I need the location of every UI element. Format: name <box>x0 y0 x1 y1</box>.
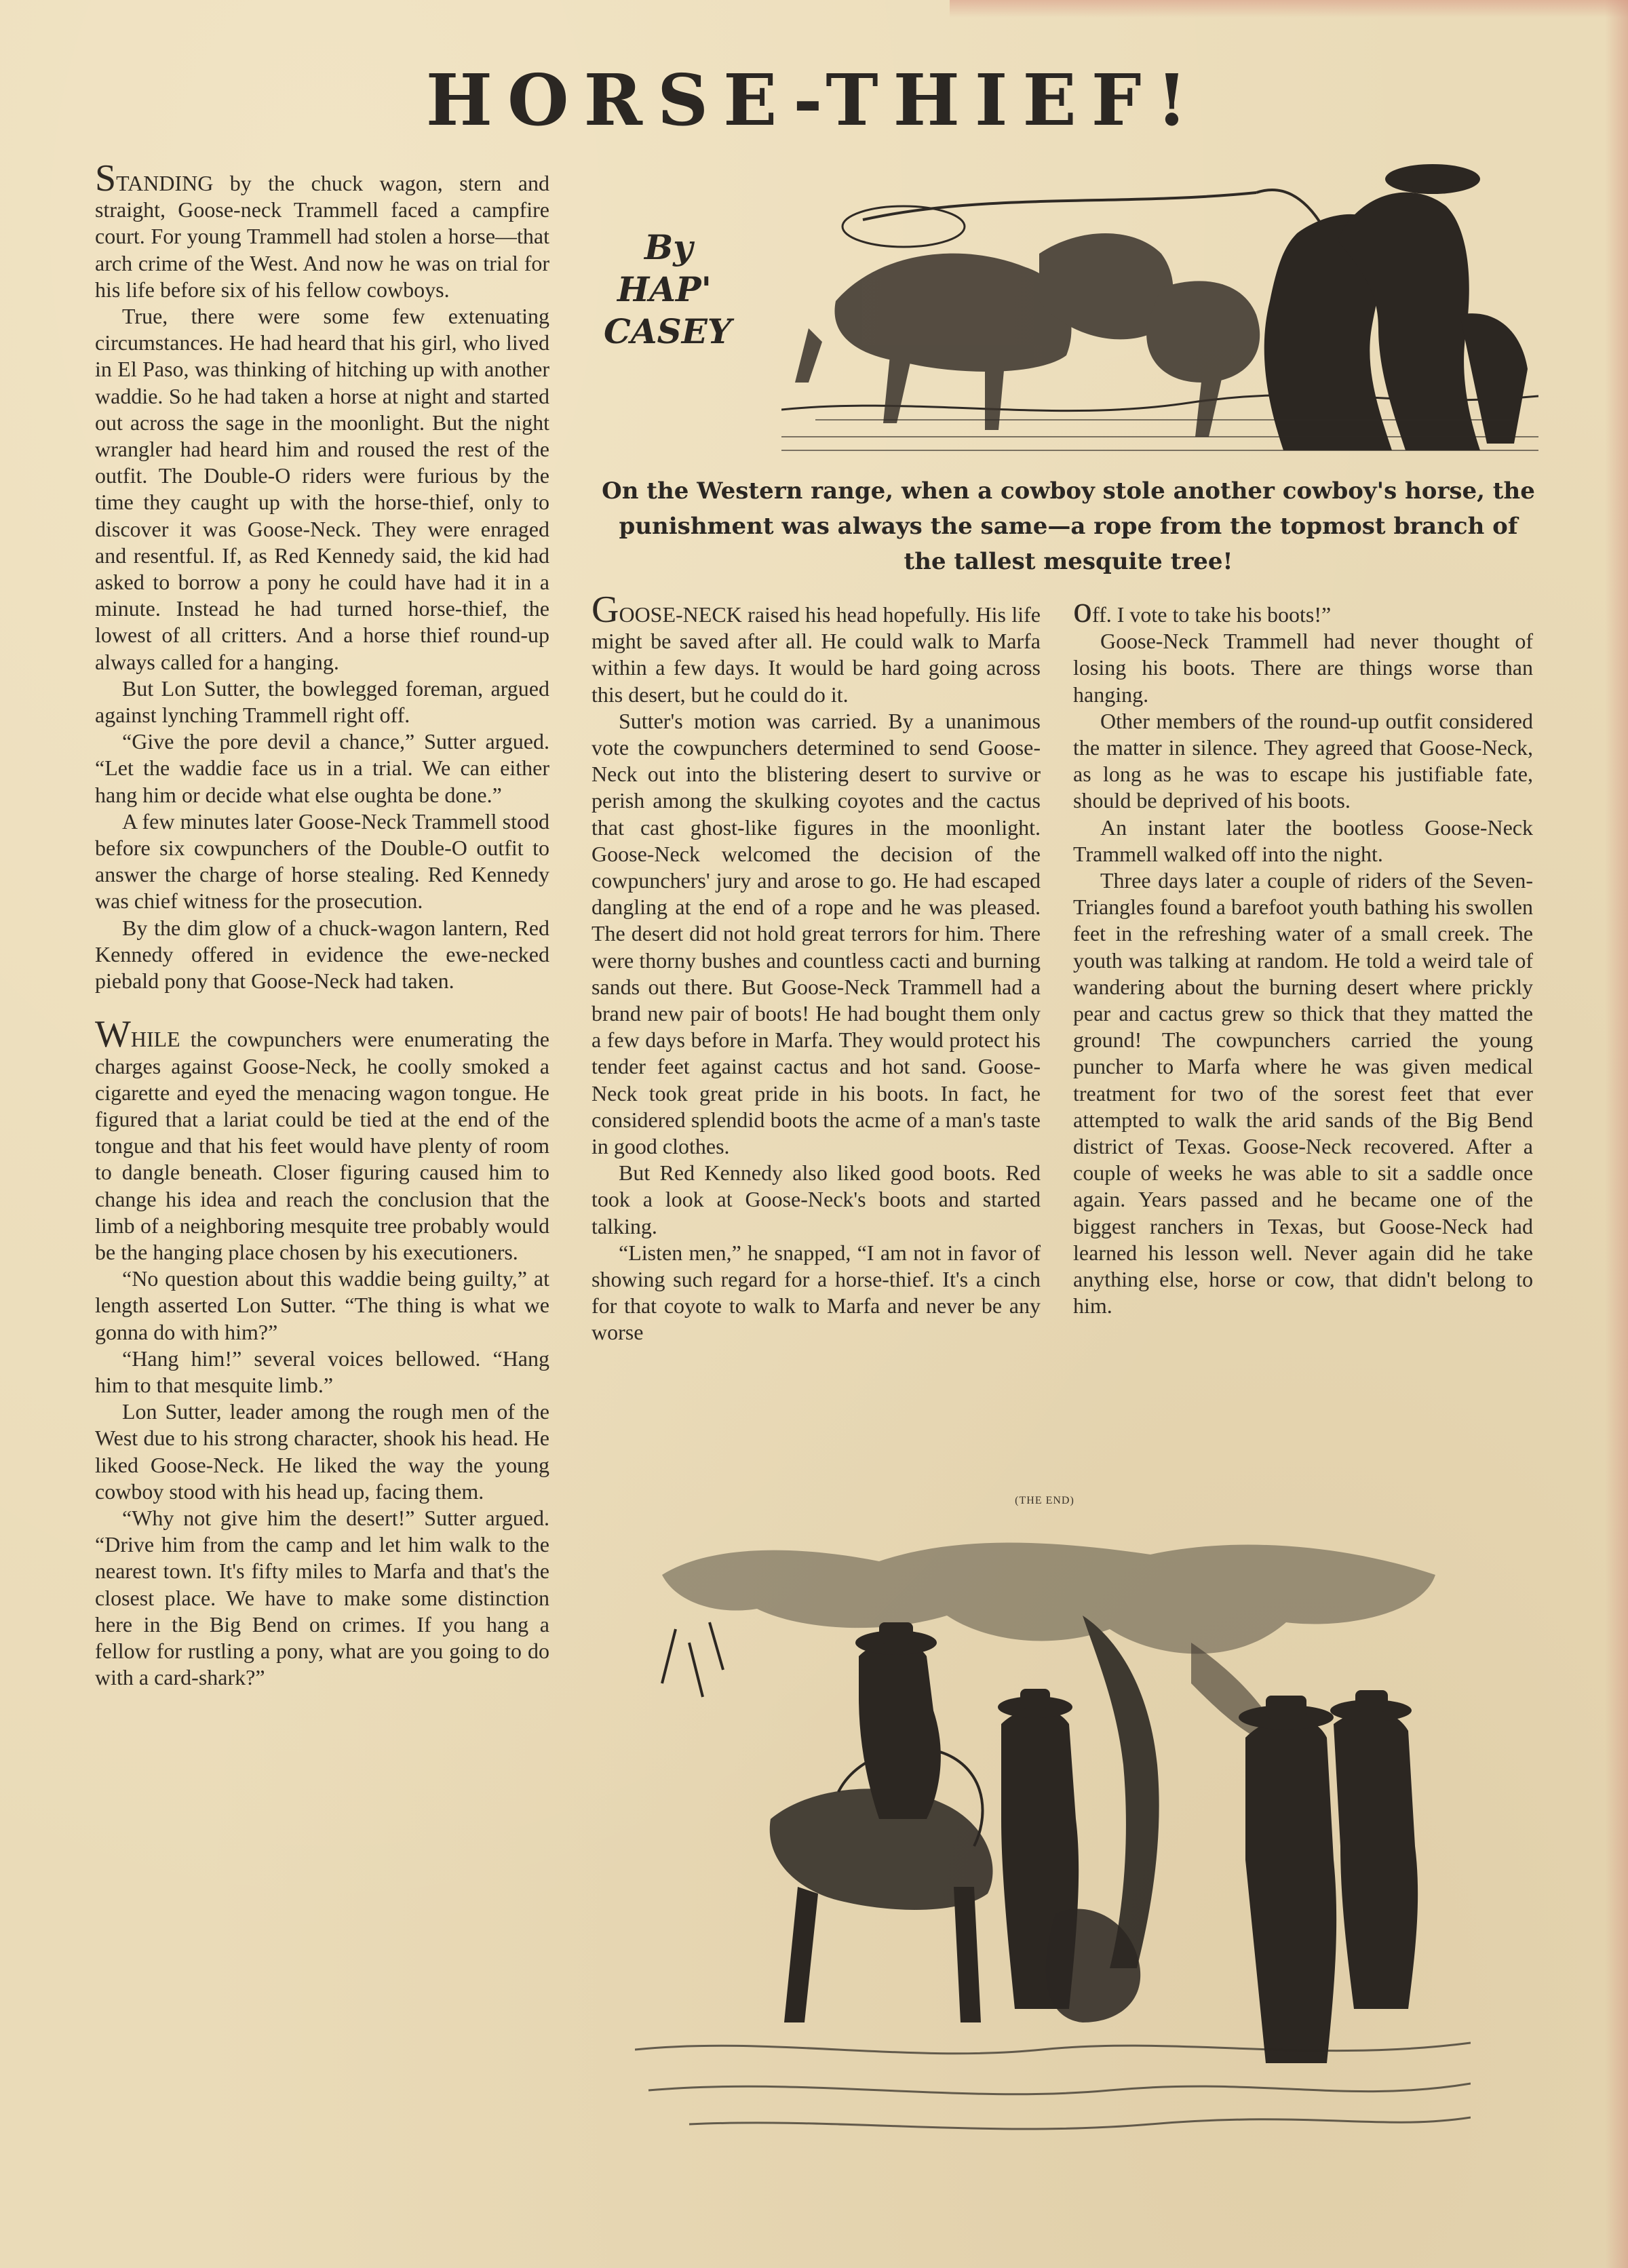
illustration-cowboys-under-tree <box>635 1534 1471 2145</box>
paragraph: Sutter's motion was carried. By a unanimous vote the cowpunchers determined to send Goose-Neck out into the blistering desert to survive or perish among the skulking coyotes and the cactus that cast ghost-like figures in the moonlight. Goose-Neck welcomed the decision of the cowpunchers' jury and arose to go. He had escaped dangling at the end of a rope and he was pleased. The desert did not hold great terrors for him. There were thorny bushes and countless cacti and burning sands out there. But Goose-Neck Trammell had a brand new pair of boots! He had bought them only a few days before in Marfa. They would protect his tender feet against cactus and hot sand. Goose-Neck took great pride in his boots. In fact, he considered splendid boots the acme of a man's taste in good clothes. <box>592 708 1041 1159</box>
paragraph: A few minutes later Goose-Neck Trammell stood before six cowpunchers of the Double-O outfit to answer the charge of horse stealing. Red Kennedy was chief witness for the prosecution. <box>95 808 549 914</box>
paragraph: “No question about this waddie being guilty,” at length asserted Lon Sutter. “The thing is what we gonna do with him?” <box>95 1266 549 1344</box>
illustration-cowboy-roping-cattle <box>781 152 1538 468</box>
column-3 <box>1073 589 1533 1319</box>
page-edge-shadow <box>1605 0 1628 2268</box>
paragraph: Other members of the round-up outfit considered the matter in silence. They agreed that Goose-Neck, as long as he was to escape his justifiable fate, should be deprived of his boots. <box>1073 708 1533 813</box>
page-edge-stain <box>950 0 1628 18</box>
paragraph: WHILE the cowpunchers were enumerating the charges against Goose-Neck, he coolly smoked a cigarette and eyed the menacing wagon tongue. He figured that a lariat could be tied at the end of the tongue and that his feet would have plenty of room to dangle beneath. Closer figuring caused him to change his idea and reach the conclusion that the limb of a neighboring mesquite tree probably would be the hanging place chosen by his executioners. <box>95 1013 549 1264</box>
paragraph: But Red Kennedy also liked good boots. Red took a look at Goose-Neck's boots and started talking. <box>592 1160 1041 1238</box>
byline-first-name: HAP' <box>617 269 712 309</box>
paragraph: “Give the pore devil a chance,” Sutter argued. “Let the waddie face us in a trial. We can either hang him or decide what else oughta be done.” <box>95 729 549 807</box>
paragraph: True, there were some few extenuating circumstances. He had heard that his girl, who lived in El Paso, was thinking of hitching up with another waddie. So he had taken a horse at night and started out across the sage in the moonlight. But the night wrangler had heard him and roused the rest of the outfit. The Double-O riders were furious by the time they caught up with the horse-thief, only to discover it was Goose-Neck. They were enraged and resentful. If, as Red Kennedy said, the kid had asked to borrow a pony he could have had it in a minute. Instead he had turned horse-thief, the lowest of all critters. And a horse thief round-up always called for a hanging. <box>95 304 549 674</box>
byline-by: By <box>644 227 693 267</box>
column-2 <box>592 589 1041 1346</box>
paragraph: GOOSE-NECK raised his head hopefully. His life might be saved after all. He could walk to Marfa within a few days. It would be hard going across this desert, but he could do it. <box>592 589 1041 707</box>
paragraph: Lon Sutter, leader among the rough men of the West due to his strong character, shook his head. He liked Goose-Neck. He liked the way the young cowboy stood with his head up, facing them. <box>95 1399 549 1504</box>
paragraph: STANDING by the chuck wagon, stern and straight, Goose-neck Trammell faced a campfire court. For young Trammell had stolen a horse—that arch crime of the West. And now he was on trial for his life before six of his fellow cowboys. <box>95 157 549 302</box>
paragraph: By the dim glow of a chuck-wagon lantern, Red Kennedy offered in evidence the ewe-necked piebald pony that Goose-Neck had taken. <box>95 915 549 994</box>
paragraph: An instant later the bootless Goose-Neck Trammell walked off into the night. <box>1073 815 1533 866</box>
byline-last-name: CASEY <box>604 311 732 351</box>
paragraph: “Listen men,” he snapped, “I am not in favor of showing such regard for a horse-thief. It's a cinch for that coyote to walk to Marfa and never be any worse <box>592 1240 1041 1345</box>
caption: On the Western range, when a cowboy stole another cowboy's horse, the punishment was always the same—a rope from the topmost branch of the tallest mesquite tree! <box>602 477 1535 575</box>
paragraph: off. I vote to take his boots!” <box>1073 589 1332 631</box>
paragraph: Three days later a couple of riders of the Seven-Triangles found a barefoot youth bathing his swollen feet in the refreshing water of a small creek. The youth was talking at random. He told a weird tale of wandering about the burning desert where prickly pear and cactus grew so thick that they matted the ground! The cowpunchers carried the young puncher to Marfa where he was given medical treatment for two of the sorest feet that ever attempted to walk the arid sands of the Big Bend district of Texas. Goose-Neck recovered. After a couple of weeks he was able to sit a saddle once again. Years passed and he became one of the biggest ranchers in Texas, but Goose-Neck had learned his lesson well. Never again did he take anything else, horse or cow, that didn't belong to him. <box>1073 868 1533 1318</box>
story-title: HORSE-THIEF! <box>425 58 1203 142</box>
column-1 <box>95 157 549 1691</box>
paragraph: “Why not give him the desert!” Sutter argued. “Drive him from the camp and let him walk to the nearest town. It's fifty miles to Marfa and that's the closest place. We have to make some distinction here in the Big Bend on crimes. If you hang a fellow for rustling a pony, what are you going to do with a card-shark?” <box>95 1505 549 1690</box>
paragraph: Goose-Neck Trammell had never thought of losing his boots. There are things worse than hanging. <box>1073 629 1533 707</box>
byline <box>604 227 773 353</box>
paragraph: “Hang him!” several voices bellowed. “Hang him to that mesquite limb.” <box>95 1346 549 1397</box>
paragraph: But Lon Sutter, the bowlegged foreman, argued against lynching Trammell right off. <box>95 676 549 728</box>
the-end-marker: (THE END) <box>1015 1495 1074 1506</box>
